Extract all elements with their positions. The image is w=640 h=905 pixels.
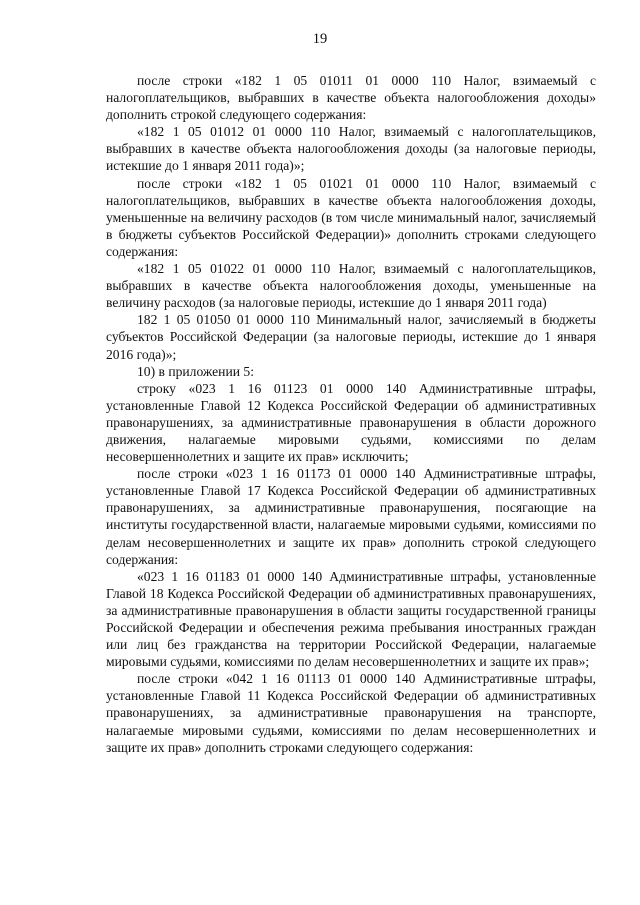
paragraph: 182 1 05 01050 01 0000 110 Минимальный налог, зачисляемый в бюджеты субъектов Российской Федерации (за налоговые периоды, истекшие до 1 января 2016 года)»; [106, 312, 596, 362]
paragraph: «182 1 05 01022 01 0000 110 Налог, взимаемый с налогоплательщиков, выбравших в качестве объекта налогообложения доходы, уменьшенные на величину расходов (за налоговые периоды, истекшие до 1 января 2011 года) [106, 261, 596, 311]
document-body [106, 72, 596, 756]
paragraph: «023 1 16 01183 01 0000 140 Административные штрафы, установленные Главой 18 Кодекса Российской Федерации об административных правонарушениях, за административные правонарушения в области защиты государственной границы Российской Федерации и обеспечения режима пребывания иностранных граждан или лиц без гражданства на территории Российской Федерации, налагаемые мировыми судьями, комиссиями по делам несовершеннолетних и защите их прав»; [106, 568, 596, 670]
paragraph: «182 1 05 01012 01 0000 110 Налог, взимаемый с налогоплательщиков, выбравших в качестве объекта налогообложения доходы (за налоговые периоды, истекшие до 1 января 2011 года)»; [106, 124, 596, 174]
paragraph: 10) в приложении 5: [137, 363, 254, 379]
paragraph: после строки «182 1 05 01021 01 0000 110 Налог, взимаемый с налогоплательщиков, выбравших в качестве объекта налогообложения доходы, уменьшенные на величину расходов (в том числе минимальный налог, зачисляемый в бюджеты субъектов Российской Федерации)» дополнить строками следующего содержания: [106, 175, 596, 259]
paragraph: после строки «182 1 05 01011 01 0000 110 Налог, взимаемый с налогоплательщиков, выбравших в качестве объекта налогообложения доходы» дополнить строкой следующего содержания: [106, 73, 596, 123]
paragraph: после строки «023 1 16 01173 01 0000 140 Административные штрафы, установленные Главой 17 Кодекса Российской Федерации об административных правонарушениях, за административные правонарушения, посягающие на институты государственной власти, налагаемые мировыми судьями, комиссиями по делам несовершеннолетних и защите их прав» дополнить строкой следующего содержания: [106, 466, 596, 567]
paragraph: после строки «042 1 16 01113 01 0000 140 Административные штрафы, установленные Главой 11 Кодекса Российской Федерации об административных правонарушениях, за административные правонарушения на транспорте, налагаемые мировыми судьями, комиссиями по делам несовершеннолетних и защите их прав» дополнить строками следующего содержания: [106, 671, 596, 755]
paragraph: строку «023 1 16 01123 01 0000 140 Административные штрафы, установленные Главой 12 Кодекса Российской Федерации об административных правонарушениях, за административные правонарушения в области дорожного движения, налагаемые мировыми судьями, комиссиями по делам несовершеннолетних и защите их прав» исключить; [106, 380, 596, 465]
page-number: 19 [312, 31, 328, 47]
